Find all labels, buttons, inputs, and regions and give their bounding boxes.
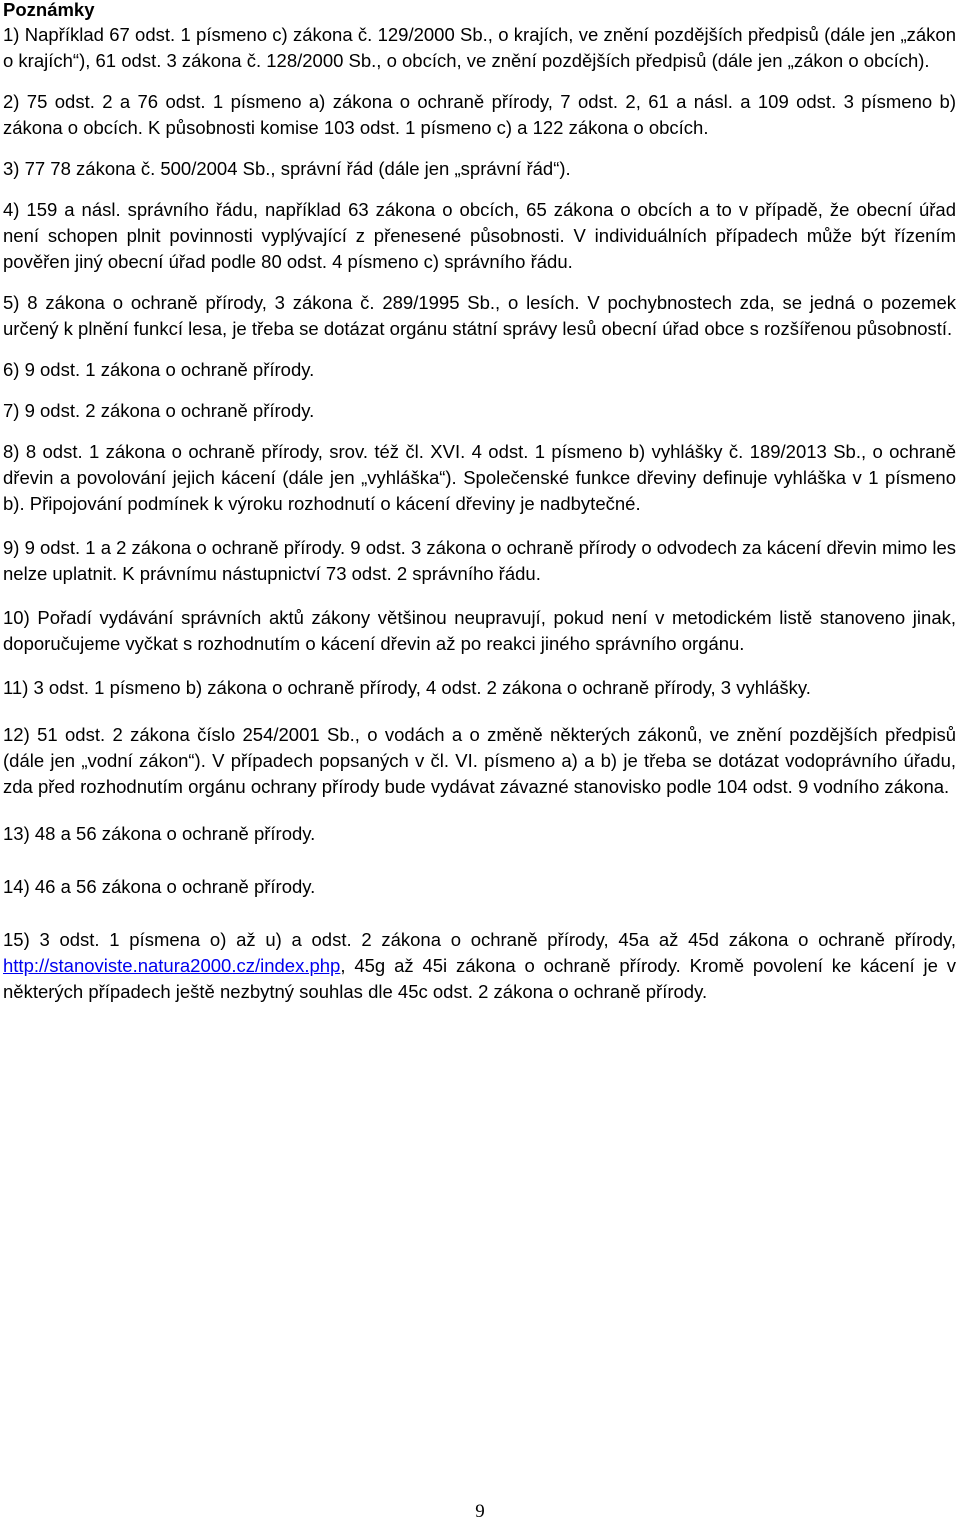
natura2000-link[interactable]: http://stanoviste.natura2000.cz/index.php [3,955,341,976]
note-14: 14) 46 a 56 zákona o ochraně přírody. [3,876,316,897]
note-9: 9) 9 odst. 1 a 2 zákona o ochraně přírody. 9 odst. 3 zákona o ochraně přírody o odvodech za kácení dřevin mimo les nelze uplatnit. K právnímu nástupnictví 73 odst. 2 správního řádu. [3,537,956,584]
note-8: 8) 8 odst. 1 zákona o ochraně přírody, srov. též čl. XVI. 4 odst. 1 písmeno b) vyhlášky č. 189/2013 Sb., o ochraně dřevin a povolování jejich kácení (dále jen „vyhláška“). Společenské funkce dřeviny definuje vyhláška v 1 písmeno b). Připojování podmínek k výroku rozhodnutí o kácení dřeviny je nadbytečné. [3,441,956,514]
page-number: 9 [475,1501,485,1522]
note-13: 13) 48 a 56 zákona o ochraně přírody. [3,823,316,844]
note-7: 7) 9 odst. 2 zákona o ochraně přírody. [3,400,315,421]
note-5: 5) 8 zákona o ochraně přírody, 3 zákona č. 289/1995 Sb., o lesích. V pochybnostech zda, se jedná o pozemek určený k plnění funkcí lesa, je třeba se dotázat orgánu státní správy lesů obecní úřad obce s rozšířenou působností. [3,292,956,339]
note-1: 1) Například 67 odst. 1 písmeno c) zákona č. 129/2000 Sb., o krajích, ve znění pozdějších předpisů (dále jen „zákon o krajích“), 61 odst. 3 zákona č. 128/2000 Sb., o obcích, ve znění pozdějších předpisů (dále jen „zákon o obcích). [3,24,956,71]
note-15 [3,927,956,1005]
note-10: 10) Pořadí vydávání správních aktů zákony většinou neupravují, pokud není v metodickém listě stanoveno jinak, doporučujeme vyčkat s rozhodnutím o kácení dřevin až po reakci jiného správního orgánu. [3,607,956,654]
note-4: 4) 159 a násl. správního řádu, například 63 zákona o obcích, 65 zákona o obcích a to v případě, že obecní úřad není schopen plnit povinnosti vyplývající z přenesené působnosti. V individuálních případech může být řízením pověřen jiný obecní úřad podle 80 odst. 4 písmeno c) správního řádu. [3,199,956,272]
note-15-text-after: , 45g až 45i zákona o ochraně přírody. Kromě povolení ke kácení je v některých případech ještě nezbytný souhlas dle 45c odst. 2 zákona o ochraně přírody. [3,955,956,1002]
note-11: 11) 3 odst. 1 písmeno b) zákona o ochraně přírody, 4 odst. 2 zákona o ochraně přírody, 3 vyhlášky. [3,677,811,698]
document-page [3,0,956,1005]
note-12: 12) 51 odst. 2 zákona číslo 254/2001 Sb., o vodách a o změně některých zákonů, ve znění pozdějších předpisů (dále jen „vodní zákon“). V případech popsaných v čl. VI. písmeno a) a b) je třeba se dotázat vodoprávního úřadu, zda před rozhodnutím orgánu ochrany přírody bude vydávat závazné stanovisko podle 104 odst. 9 vodního zákona. [3,724,956,797]
note-3: 3) 77 78 zákona č. 500/2004 Sb., správní řád (dále jen „správní řád“). [3,158,571,179]
note-15-text-before: 15) 3 odst. 1 písmena o) až u) a odst. 2 zákona o ochraně přírody, 45a až 45d zákona o ochraně přírody, [3,929,956,950]
note-2: 2) 75 odst. 2 a 76 odst. 1 písmeno a) zákona o ochraně přírody, 7 odst. 2, 61 a násl. a 109 odst. 3 písmeno b) zákona o obcích. K působnosti komise 103 odst. 1 písmeno c) a 122 zákona o obcích. [3,91,956,138]
notes-heading: Poznámky [3,0,95,20]
note-6: 6) 9 odst. 1 zákona o ochraně přírody. [3,359,315,380]
